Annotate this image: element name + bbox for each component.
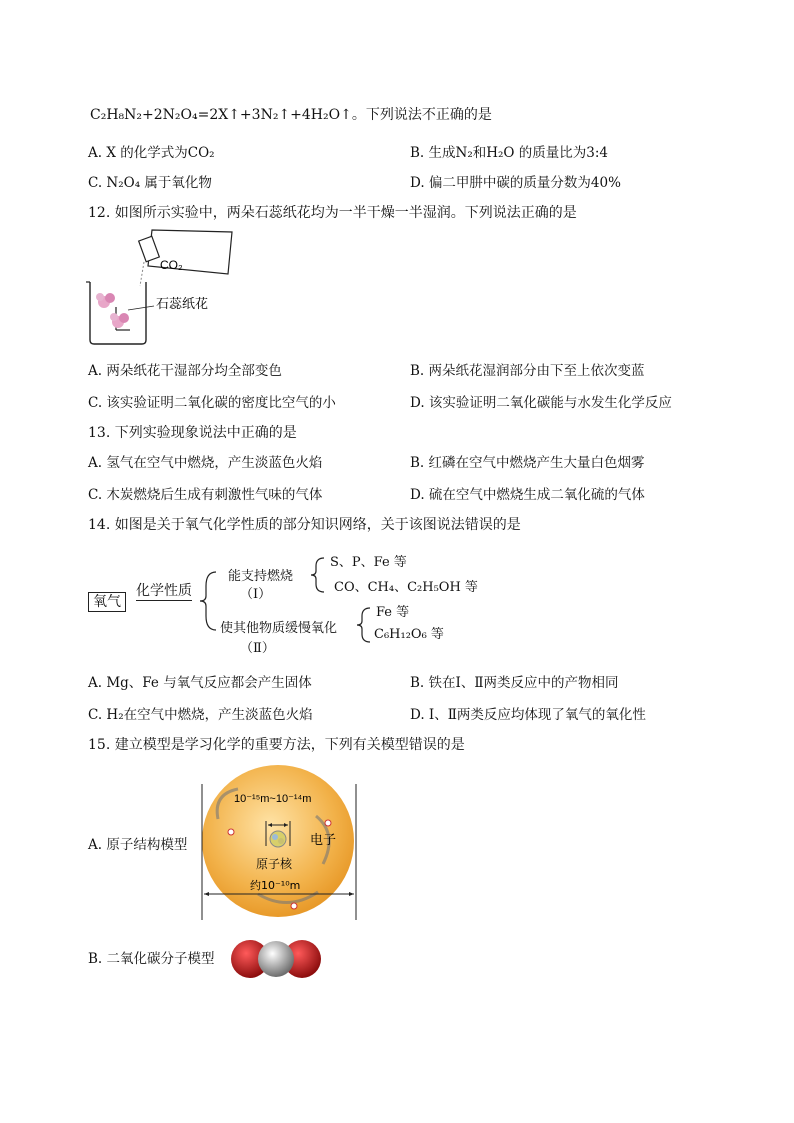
q13-stem: 13. 下列实验现象说法中正确的是 bbox=[88, 425, 297, 441]
q11-option-c[interactable]: C. N₂O₄ 属于氧化物 bbox=[88, 175, 212, 191]
q11-equation: C₂H₈N₂+2N₂O₄=2X↑+3N₂↑+4H₂O↑ bbox=[90, 107, 352, 123]
q14-option-a[interactable]: A. Mg、Fe 与氧气反应都会产生固体 bbox=[88, 675, 312, 691]
network-type1-num: （Ⅰ） bbox=[240, 587, 272, 602]
q13-option-d[interactable]: D. 硫在空气中燃烧生成二氧化硫的气体 bbox=[410, 487, 645, 503]
q14-stem: 14. 如图是关于氧气化学性质的部分知识网络，关于该图说法错误的是 bbox=[88, 517, 521, 533]
flower-label: 石蕊纸花 bbox=[156, 297, 209, 312]
flower-top-icon bbox=[96, 293, 115, 308]
q14-option-c[interactable]: C. H₂在空气中燃烧，产生淡蓝色火焰 bbox=[88, 707, 313, 723]
q12-option-b[interactable]: B. 两朵纸花湿润部分由下至上依次变蓝 bbox=[410, 363, 645, 379]
network-type1-items-b: CO、CH₄、C₂H₅OH 等 bbox=[334, 580, 478, 595]
q12-figure bbox=[80, 222, 240, 350]
q12-option-c[interactable]: C. 该实验证明二氧化碳的密度比空气的小 bbox=[88, 395, 336, 411]
q11-option-d[interactable]: D. 偏二甲肼中碳的质量分数为40% bbox=[410, 175, 621, 191]
network-type1-items-a: S、P、Fe 等 bbox=[330, 555, 407, 570]
q14-option-b[interactable]: B. 铁在Ⅰ、Ⅱ两类反应中的产物相同 bbox=[410, 675, 619, 691]
electron-icon bbox=[228, 829, 234, 835]
q12-stem: 12. 如图所示实验中，两朵石蕊纸花均为一半干燥一半湿润。下列说法正确的是 bbox=[88, 205, 577, 221]
carbon-atom-icon bbox=[258, 941, 294, 977]
q13-option-c[interactable]: C. 木炭燃烧后生成有刺激性气味的气体 bbox=[88, 487, 323, 503]
q11-option-b[interactable]: B. 生成N₂和H₂O 的质量比为3:4 bbox=[410, 145, 608, 161]
q11-stem bbox=[90, 106, 492, 124]
beaker bbox=[86, 282, 146, 344]
network-branch: 化学性质 bbox=[136, 583, 192, 599]
q12-option-a[interactable]: A. 两朵纸花干湿部分均全部变色 bbox=[88, 363, 282, 379]
q13-option-a[interactable]: A. 氢气在空气中燃烧，产生淡蓝色火焰 bbox=[88, 455, 323, 471]
q15-option-b[interactable]: B. 二氧化碳分子模型 bbox=[88, 951, 215, 967]
electron-label: 电子 bbox=[310, 833, 337, 848]
atom-size-label: 约10⁻¹⁰m bbox=[250, 879, 301, 892]
electron-icon bbox=[291, 903, 297, 909]
co2-label: CO₂ bbox=[160, 258, 183, 272]
nucleus-label: 原子核 bbox=[256, 857, 293, 871]
flower-bottom-icon bbox=[110, 313, 129, 328]
q14-network bbox=[88, 548, 508, 660]
q13-option-b[interactable]: B. 红磷在空气中燃烧产生大量白色烟雾 bbox=[410, 455, 645, 471]
q11-stem-tail: 。下列说法不正确的是 bbox=[351, 107, 492, 123]
network-type2: 使其他物质缓慢氧化 bbox=[220, 621, 338, 636]
q11-option-a[interactable]: A. X 的化学式为CO₂ bbox=[88, 145, 215, 161]
q15-stem: 15. 建立模型是学习化学的重要方法，下列有关模型错误的是 bbox=[88, 737, 465, 753]
atom-model bbox=[198, 764, 360, 922]
nucleus-icon bbox=[270, 831, 286, 847]
electron-icon bbox=[325, 820, 331, 826]
network-type2-items-b: C₆H₁₂O₆ 等 bbox=[374, 627, 444, 642]
network-type2-items-a: Fe 等 bbox=[376, 605, 410, 620]
gas-bottle bbox=[139, 230, 232, 286]
q14-option-d[interactable]: D. Ⅰ、Ⅱ两类反应均体现了氧气的氧化性 bbox=[410, 707, 646, 723]
nucleus-size-label: 10⁻¹⁵m~10⁻¹⁴m bbox=[234, 793, 312, 805]
q12-option-d[interactable]: D. 该实验证明二氧化碳能与水发生化学反应 bbox=[410, 395, 672, 411]
network-root: 氧气 bbox=[88, 592, 126, 612]
network-type2-num: （Ⅱ） bbox=[240, 641, 275, 656]
network-type1: 能支持燃烧 bbox=[228, 569, 294, 584]
co2-molecule-model bbox=[228, 936, 324, 982]
q15-option-a[interactable]: A. 原子结构模型 bbox=[88, 837, 188, 853]
